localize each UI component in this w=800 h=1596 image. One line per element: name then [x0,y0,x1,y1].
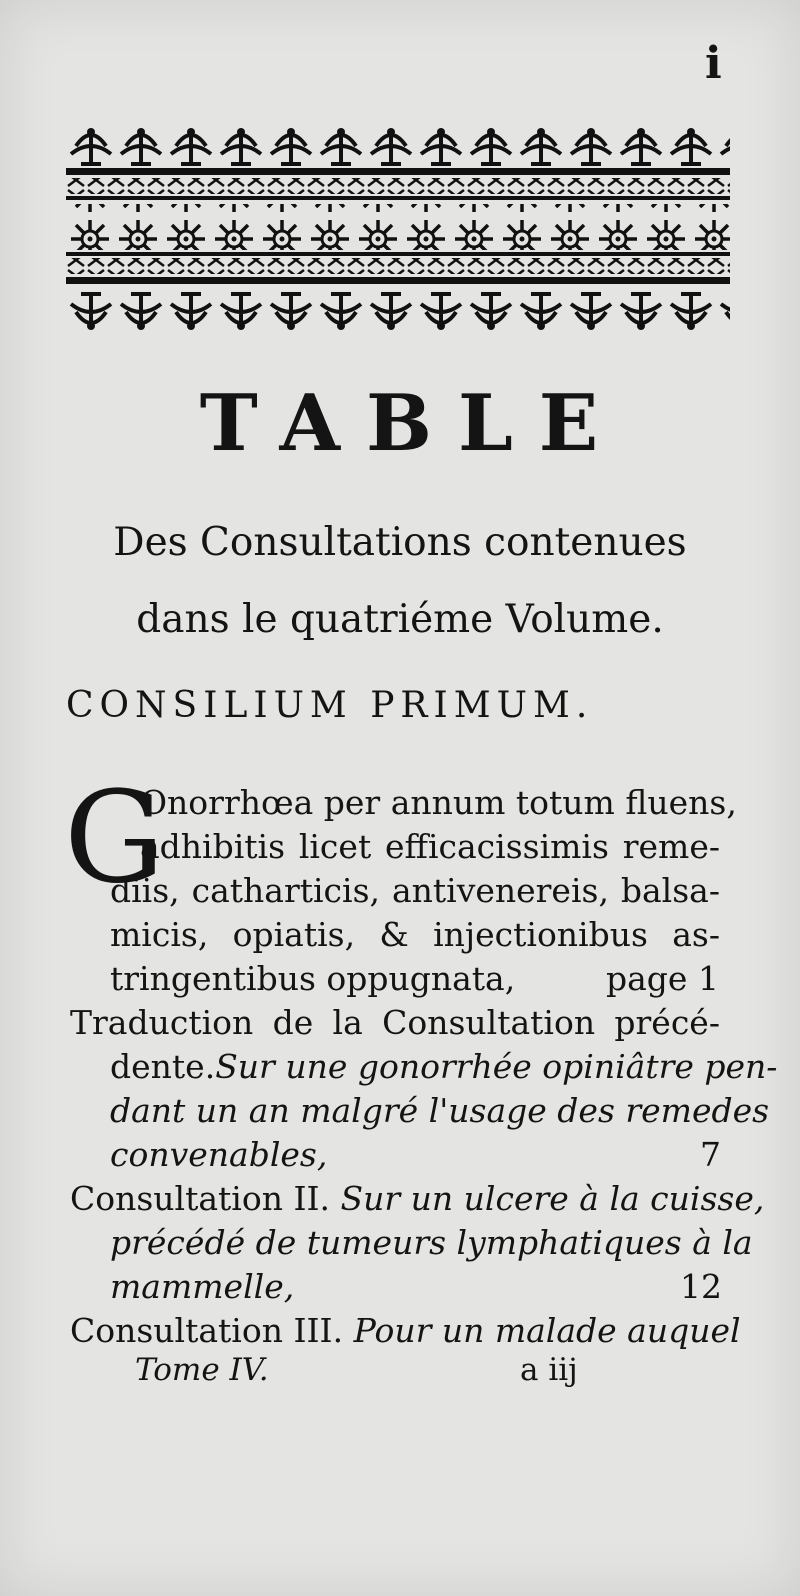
entry3-page-ref: 12 [680,1267,722,1306]
volume-label: Tome IV. [135,1352,269,1388]
entry1-line-3: diis, catharticis, antivenereis, balsa- [110,871,720,910]
entry3-line-3: mammelle, [110,1267,295,1306]
entry4-line-1 [70,1311,741,1350]
entry3-line-2: précédé de tumeurs lymphatiques à la [110,1223,753,1262]
entry1-line-2: adhibitis licet efficacissimis reme- [140,827,720,866]
page-folio: i [705,38,722,89]
entry1-line-1: Onorrhœa per annum totum fluens, [140,783,737,822]
entry3-line-1-italic: Sur un ulcere à la cuisse, [340,1179,765,1218]
entry1-line-5: tringentibus oppugnata, [110,959,516,998]
entry4-line-1-italic: Pour un malade auquel [353,1311,741,1350]
entry1-line-4: micis, opiatis, & injectionibus as- [110,915,720,954]
entry3-line-1 [70,1179,764,1218]
entry2-line-4: convenables, [110,1135,328,1174]
entry1-page-ref: page 1 [606,959,719,998]
entry4-line-1-roman: Consultation III. [70,1311,344,1350]
entry2-line-3: dant un an malgré l'usage des remedes [110,1091,770,1130]
entry2-line-1: Traduction de la Consultation précé- [70,1003,720,1042]
drop-cap: G [64,764,165,911]
entry2-page-ref: 7 [700,1135,721,1174]
page-title: TABLE [199,378,625,469]
entry2-line-2-italic: Sur une gonorrhée opiniâtre pen- [215,1047,778,1086]
entry2-line-2 [110,1047,778,1086]
entry2-line-2-roman: dente. [110,1047,216,1086]
signature-mark: a iij [520,1352,578,1388]
section-heading: CONSILIUM PRIMUM. [66,685,594,726]
subtitle-line-1: Des Consultations contenues [113,520,687,565]
decorative-headpiece-ornament [66,124,730,334]
entry3-line-1-roman: Consultation II. [70,1179,331,1218]
subtitle-line-2: dans le quatriéme Volume. [136,597,664,642]
